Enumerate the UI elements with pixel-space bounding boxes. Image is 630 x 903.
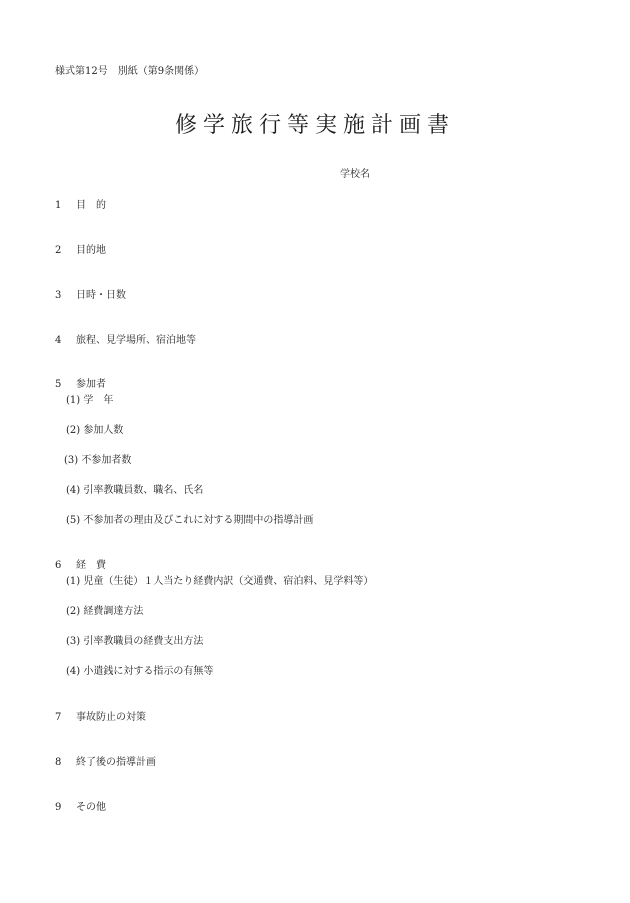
section-label: 旅程、見学場所、宿泊地等 xyxy=(76,335,196,346)
section-number: 3 xyxy=(55,290,62,301)
school-name-label: 学校名 xyxy=(340,169,370,180)
section-label: その他 xyxy=(76,802,106,813)
participants-item: (1) 学 年 xyxy=(66,395,114,406)
form-number-label: 様式第12号 別紙（第9条関係） xyxy=(55,66,205,77)
section-label: 目的地 xyxy=(76,245,106,256)
section-label: 終了後の指導計画 xyxy=(76,757,156,768)
participants-item: (5) 不参加者の理由及びこれに対する期間中の指導計画 xyxy=(66,515,314,526)
section-itinerary xyxy=(55,335,196,347)
section-other xyxy=(55,802,106,814)
expense-item: (1) 児童（生徒）１人当たり経費内訳（交通費、宿泊料、見学料等） xyxy=(66,576,374,587)
section-expenses xyxy=(55,560,106,572)
participants-item: (2) 参加人数 xyxy=(66,425,124,436)
document-title: 修学旅行等実施計画書 xyxy=(174,113,455,138)
section-number: 4 xyxy=(55,335,62,346)
section-label: 日時・日数 xyxy=(76,290,126,301)
section-number: 6 xyxy=(55,560,62,571)
section-label: 経 費 xyxy=(76,560,106,571)
section-number: 8 xyxy=(55,757,62,768)
expense-item: (2) 経費調達方法 xyxy=(66,606,144,617)
section-label: 事故防止の対策 xyxy=(76,712,146,723)
participants-item: (4) 引率教職員数、職名、氏名 xyxy=(66,485,204,496)
expense-item: (3) 引率教職員の経費支出方法 xyxy=(66,636,204,647)
section-number: 7 xyxy=(55,712,62,723)
section-number: 1 xyxy=(55,200,62,211)
section-purpose xyxy=(55,200,106,212)
section-number: 5 xyxy=(55,379,62,390)
section-participants xyxy=(55,379,106,391)
section-accident-prevention xyxy=(55,712,146,724)
section-label: 目 的 xyxy=(76,200,106,211)
section-destination xyxy=(55,245,106,257)
section-label: 参加者 xyxy=(76,379,106,390)
section-dates xyxy=(55,290,126,302)
expense-item: (4) 小遣銭に対する指示の有無等 xyxy=(66,666,214,677)
participants-item: (3) 不参加者数 xyxy=(64,455,132,466)
section-number: 2 xyxy=(55,245,62,256)
section-number: 9 xyxy=(55,802,62,813)
section-follow-up xyxy=(55,757,156,769)
